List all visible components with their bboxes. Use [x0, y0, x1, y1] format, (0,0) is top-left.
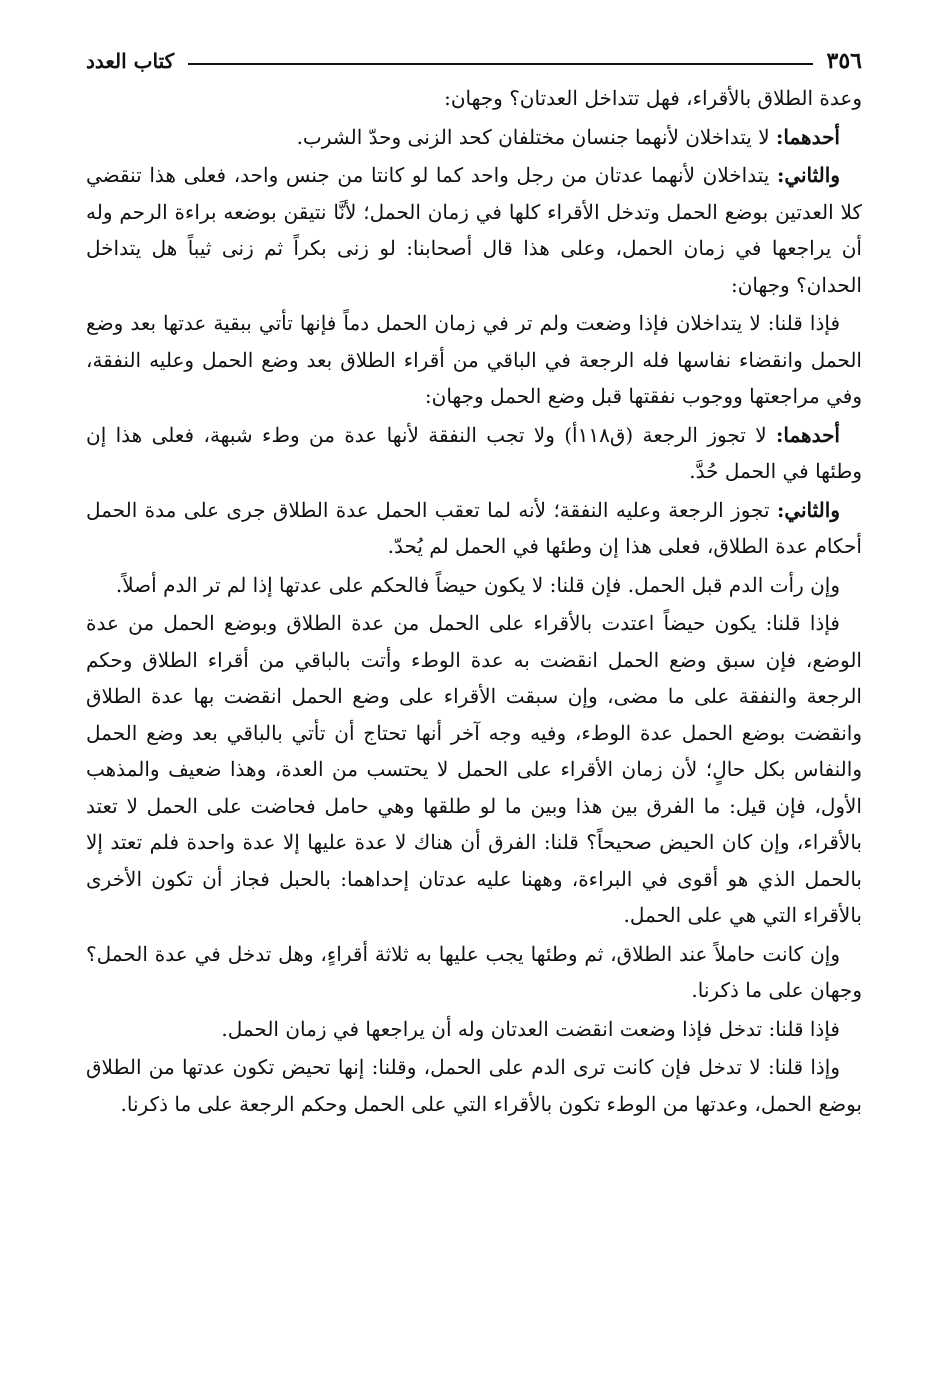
paragraph-text: وعدة الطلاق بالأقراء، فهل تتداخل العدتان؟ وجهان:	[444, 86, 862, 110]
paragraph-text: يتداخلان لأنهما عدتان من رجل واحد كما لو كانتا من جنس واحد، فعلى هذا تنقضي كلا العدتين بوضع الحمل وتدخل الأقراء كلها في زمان الحمل؛ لأنَّا نتيقن بوضعه براءة الرحم وله أن يراجعها في زمان الحمل، وعلى هذا قال أصحابنا: لو زنى بكراً ثم زنى ثيباً هل يتداخل الحدان؟ وجهان:	[86, 163, 862, 297]
paragraph	[86, 1049, 862, 1122]
paragraph-text: وإذا قلنا: لا تدخل فإن كانت ترى الدم على الحمل، وقلنا: إنها تحيض تكون عدتها من الطلاق بوضع الحمل، وعدتها من الوطء تكون بالأقراء التي على الحمل وحكم الرجعة على ما ذكرنا.	[86, 1055, 862, 1116]
body-text	[86, 80, 862, 1122]
paragraph-text: تجوز الرجعة وعليه النفقة؛ لأنه لما تعقب الحمل عدة الطلاق جرى على مدة الحمل أحكام عدة الطلاق، فعلى هذا إن وطئها في الحمل لم يُحدّ.	[86, 497, 862, 558]
paragraph-lead: أحدهما:	[775, 124, 840, 149]
paragraph	[86, 492, 862, 565]
paragraph	[86, 567, 862, 604]
page-number: ٣٥٦	[826, 48, 862, 74]
paragraph	[86, 305, 862, 415]
paragraph	[86, 417, 862, 490]
paragraph-lead: والثاني:	[776, 497, 840, 522]
paragraph	[86, 605, 862, 934]
paragraph-text: فإذا قلنا: يكون حيضاً اعتدت بالأقراء على الحمل من عدة الطلاق وبوضع الحمل من عدة الوضع، فإن سبق وضع الحمل انقضت به عدة الوطء وأتت بالباقي من أقراء الطلاق وحكم الرجعة والنفقة على ما مضى، وإن سبقت الأقراء على وضع الحمل انقضت بها عدة الطلاق وانقضت بوضع الحمل عدة الوطء، وفيه وجه آخر أنها تحتاج أن تأتي بالباقي بعد وضع الحمل والنفاس بكل حالٍ؛ لأن زمان الأقراء على الحمل لا يحتسب من العدة، وهذا ضعيف والمذهب الأول، فإن قيل: ما الفرق بين هذا وبين ما لو طلقها وهي حامل فحاضت على الحمل لا تعتد بالأقراء، وإن كان الحيض صحيحاً؟ قلنا: الفرق أن هناك لا عدة عليها إلا عدة واحدة فلم تعتد إلا بالحمل الذي هو أقوى في البراءة، وههنا عليه عدتان إحداهما: بالحبل فجاز أن تكون الأخرى بالأقراء التي هي على الحمل.	[86, 611, 862, 927]
paragraph-text: لا يتداخلان لأنهما جنسان مختلفان كحد الزنى وحدّ الشرب.	[296, 124, 776, 149]
paragraph	[86, 80, 862, 117]
paragraph	[86, 157, 862, 303]
paragraph-text: فإذا قلنا: تدخل فإذا وضعت انقضت العدتان وله أن يراجعها في زمان الحمل.	[221, 1016, 840, 1041]
header-rule	[188, 63, 812, 65]
paragraph	[86, 936, 862, 1009]
paragraph-text: وإن رأت الدم قبل الحمل. فإن قلنا: لا يكون حيضاً فالحكم على عدتها إذا لم تر الدم أصلاً.	[115, 572, 840, 597]
paragraph-text: وإن كانت حاملاً عند الطلاق، ثم وطئها يجب عليها به ثلاثة أقراءٍ، وهل تدخل في عدة الحمل؟ وجهان على ما ذكرنا.	[86, 941, 862, 1002]
book-title: كتاب العدد	[86, 49, 175, 73]
page-header	[86, 44, 862, 78]
paragraph-lead: أحدهما:	[775, 422, 840, 447]
paragraph	[86, 1011, 862, 1048]
paragraph	[86, 119, 862, 156]
paragraph-lead: والثاني:	[776, 163, 840, 187]
paragraph-text: فإذا قلنا: لا يتداخلان فإذا وضعت ولم تر في زمان الحمل دماً فإنها تأتي ببقية عدتها بعد وضع الحمل وانقضاء نفاسها فله الرجعة في الباقي من أقراء الطلاق بعد وضع الحمل وعليه النفقة، وفي مراجعتها ووجوب نفقتها قبل وضع الحمل وجهان:	[86, 311, 862, 408]
paragraph-text: لا تجوز الرجعة (ق١١٨أ) ولا تجب النفقة لأنها عدة من وطء شبهة، فعلى هذا إن وطئها في الحمل حُدَّ.	[86, 422, 862, 483]
